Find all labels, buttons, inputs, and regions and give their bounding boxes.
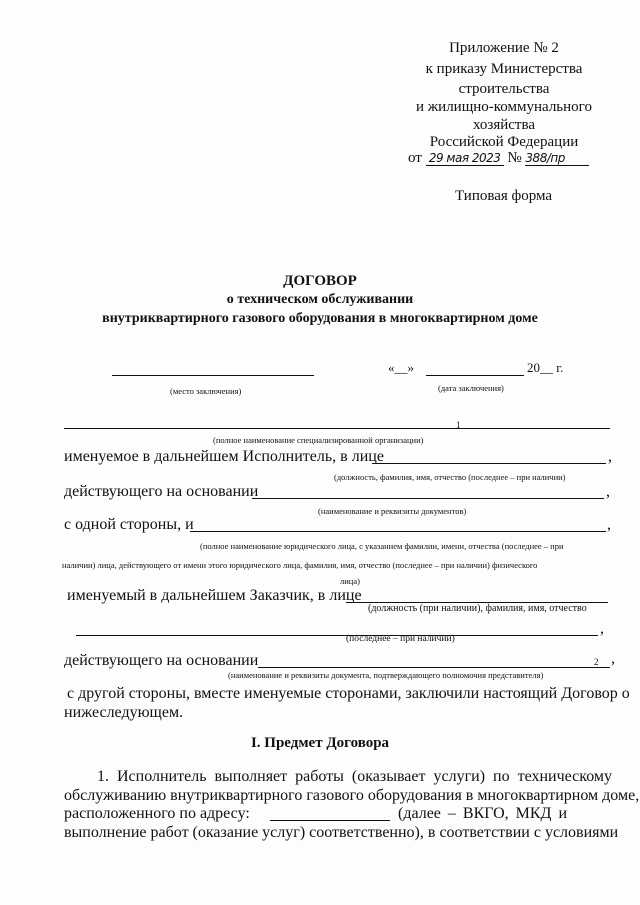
ministry-line-1: строительства	[458, 81, 550, 97]
customer-person-caption-1: (должность (при наличии), фамилия, имя, отчество	[368, 603, 587, 614]
basis2-comma: ,	[611, 650, 615, 667]
date-month-line	[426, 375, 524, 376]
section-1-heading: I. Предмет Договора	[250, 735, 390, 751]
one-side-label: с одной стороны, и	[64, 516, 194, 533]
executor-person-caption: (должность, фамилия, имя, отчество (последнее – при наличии)	[334, 472, 566, 482]
customer-person-caption-2: (последнее – при наличии)	[346, 634, 455, 644]
order-ref-line: к приказу Министерства	[425, 61, 583, 77]
closing-line-2: нижеследующем.	[64, 704, 184, 721]
customer-person-line-2	[76, 635, 598, 636]
footnote-1: 1	[456, 420, 461, 430]
basis2-caption: (наименование и реквизиты документа, подтверждающего полномочия представителя)	[228, 670, 544, 680]
customer-caption-1: (полное наименование юридического лица, с указанием фамилии, имени, отчества (последнее – при	[200, 541, 564, 551]
section-1-p1-line3b: (далее – ВКГО, МКД и	[398, 805, 568, 822]
org-name-line	[64, 428, 610, 429]
customer-caption-2: наличии) лица, действующего от имени этого юридического лица, фамилия, имя, отчество (последнее – при наличии) физического	[62, 560, 538, 570]
closing-line-1: с другой стороны, вместе именуемые сторонами, заключили настоящий Договор о	[67, 685, 630, 702]
ministry-line-3: хозяйства	[472, 117, 536, 133]
one-side-comma: ,	[607, 516, 611, 533]
address-line	[270, 820, 390, 821]
order-date-row	[408, 150, 589, 167]
contract-subtitle-2: внутриквартирного газового оборудования в многоквартирном доме	[102, 311, 538, 326]
order-number-handwritten: 388/пр	[525, 151, 589, 166]
place-caption: (место заключения)	[170, 386, 242, 396]
order-no-label: №	[507, 150, 522, 166]
executor-person-line	[372, 463, 606, 464]
section-1-p1-line3a: расположенного по адресу:	[64, 805, 250, 822]
section-1-p1-line4: выполнение работ (оказание услуг) соответственно), в соответствии с условиями	[64, 824, 619, 841]
form-type-label: Типовая форма	[455, 188, 553, 204]
contract-title: ДОГОВОР	[283, 273, 357, 289]
executor-comma: ,	[608, 448, 612, 465]
org-caption: (полное наименование специализированной организации)	[213, 435, 424, 445]
order-from-label: от	[408, 150, 422, 166]
order-date-handwritten: 29 мая 2023	[426, 151, 504, 166]
ministry-line-4: Российской Федерации	[429, 134, 579, 150]
basis-line	[252, 498, 604, 499]
ministry-line-2: и жилищно-коммунального	[416, 99, 592, 115]
executor-label: именуемое в дальнейшем Исполнитель, в лице	[64, 448, 384, 465]
section-1-p1-line2: обслуживанию внутриквартирного газового оборудования в многоквартирном доме,	[64, 787, 640, 804]
appendix-line: Приложение № 2	[449, 40, 559, 56]
basis-caption: (наименование и реквизиты документов)	[318, 506, 467, 516]
customer-comma: ,	[600, 620, 604, 637]
date-caption: (дата заключения)	[438, 383, 504, 393]
date-year: 20__ г.	[527, 360, 564, 375]
basis-comma: ,	[606, 483, 610, 500]
customer-name-line	[190, 531, 606, 532]
date-quotes: «__»	[388, 360, 414, 375]
basis2-label: действующего на основании	[64, 652, 259, 669]
section-1-p1-line1: 1. Исполнитель выполняет работы (оказывает услуги) по техническому	[97, 768, 613, 785]
basis-label: действующего на основании	[64, 483, 259, 500]
customer-caption-3: лица)	[340, 576, 360, 586]
basis2-line	[258, 667, 610, 668]
customer-label: именуемый в дальнейшем Заказчик, в лице	[67, 587, 362, 604]
footnote-2: 2	[594, 657, 599, 667]
contract-subtitle-1: о техническом обслуживании	[226, 292, 414, 307]
place-field-line	[112, 375, 314, 376]
